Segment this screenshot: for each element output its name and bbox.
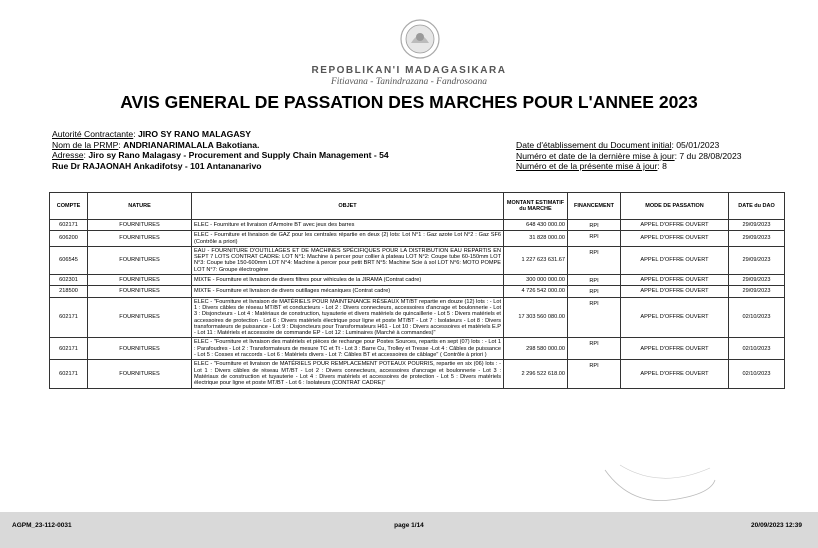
cell-mode: APPEL D'OFFRE OUVERT bbox=[621, 297, 729, 338]
cell-mode: APPEL D'OFFRE OUVERT bbox=[621, 338, 729, 360]
table-row bbox=[50, 275, 785, 286]
cell-objet: MIXTE - Fourniture et livraison de divers filtres pour véhicules de la JIRAMA (Contrat cadre) bbox=[192, 275, 504, 286]
cell-nature: FOURNITURES bbox=[88, 338, 192, 360]
cell-objet: ELEC - "Fourniture et livraison de MATÉRIELS POUR MAINTENANCE RÉSEAUX MT/BT repartie en douze (12) lots : - Lot 1 : Divers câbles de réseau MT/BT et conducteurs - Lot 2 : Divers connecteurs, accessoires d'ancrage et boulonnerie - Lot 3 : Disjoncteurs - Lot 4 : Matériaux de construction, tuyauterie et divers matériels de quincaillerie - Lot 5 : Divers matériels et accessoires de protection - Lot 6 : Divers matériels électrique pour ligne et poste MT/BT - Lot 7 : Isolateurs - Lot 8 : Divers transformateurs de puissance - Lot 9 : Disjoncteurs pour Transformateurs H61 - Lot 10 : Divers accessoires et matériels E.P - Lot 11 : Matériels et accessoire de commande EP - Lot 12 : Luminaires (Marché à commandes)" bbox=[192, 297, 504, 338]
national-motto: Fitiavana - Tanindrazana - Fandrosoana bbox=[330, 77, 488, 87]
cell-montant: 648 430 000.00 bbox=[504, 220, 568, 231]
cell-financement: RPI bbox=[568, 297, 621, 338]
footer-timestamp: 20/09/2023 12:39 bbox=[751, 522, 802, 529]
table-row bbox=[50, 338, 785, 360]
cell-financement: RPI bbox=[568, 246, 621, 274]
authority-label: Autorité Contractante bbox=[52, 129, 134, 139]
cell-financement: RPI bbox=[568, 360, 621, 388]
cell-mode: APPEL D'OFFRE OUVERT bbox=[621, 246, 729, 274]
table-header-row bbox=[50, 193, 785, 220]
cell-compte: 602171 bbox=[50, 338, 88, 360]
cell-date: 29/09/2023 bbox=[729, 220, 785, 231]
cell-nature: FOURNITURES bbox=[88, 275, 192, 286]
table-row bbox=[50, 220, 785, 231]
header-montant: MONTANT ESTIMATIF du MARCHE bbox=[504, 193, 568, 220]
initial-date-label: Date d'établissement du Document initial bbox=[516, 140, 672, 150]
cell-compte: 218500 bbox=[50, 286, 88, 297]
address-value: Jiro sy Rano Malagasy - Procurement and Supply Chain Management - 54 bbox=[88, 150, 389, 160]
cell-date: 29/09/2023 bbox=[729, 231, 785, 247]
current-update-value: 8 bbox=[662, 161, 667, 171]
republic-name: REPOBLIKAN'I MADAGASIKARA bbox=[311, 65, 507, 76]
cell-date: 02/10/2023 bbox=[729, 338, 785, 360]
cell-objet: EAU - FOURNITURE D'OUTILLAGES ET DE MACHINES SPÉCIFIQUES POUR LA DISTRIBUTION EAU REPARTIS EN SEPT 7 LOTS CONTRAT CADRE: LOT N°1: Machine à percer pour collier à plateau LOT N°2: Coupe tube 60-150mm LOT N°3: Coupe tube 150-600mm LOT N°4: Machine à percer pour petit BRT N°5: Machine Scie à sol LOT N°6: MOTO POMPE LOT N°7: Groupe électrogène bbox=[192, 246, 504, 274]
cell-montant: 31 828 000.00 bbox=[504, 231, 568, 247]
cell-financement: RPI bbox=[568, 220, 621, 231]
cell-financement: RPI bbox=[568, 231, 621, 247]
cell-objet: ELEC - "Fourniture et livraison de MATÉRIELS POUR REMPLACEMENT POTEAUX POURRIS, repartie en six (06) lots : - Lot 1 : Divers câbles de réseau MT/BT - Lot 2 : Divers connecteurs, accessoires d'ancrage et boulonnerie - Lot 3 : Matériaux de construction et tuyauterie - Lot 4 : Divers matériels et accessoires de protection - Lot 5 : Divers matériels électrique pour ligne et poste MT/BT - Lot 6 : Isolateurs (CONTRAT CADRE)" bbox=[192, 360, 504, 388]
footer-page-number: page 1/14 bbox=[394, 522, 424, 529]
national-emblem-icon bbox=[399, 18, 441, 60]
cell-financement: RPI bbox=[568, 275, 621, 286]
header-mode: MODE DE PASSATION bbox=[621, 193, 729, 220]
footer-reference: AGPM_23-112-0031 bbox=[12, 522, 72, 529]
cell-montant: 4 726 542 000.00 bbox=[504, 286, 568, 297]
table-row bbox=[50, 360, 785, 388]
header-objet: OBJET bbox=[192, 193, 504, 220]
initial-date-value: 05/01/2023 bbox=[676, 140, 720, 150]
cell-mode: APPEL D'OFFRE OUVERT bbox=[621, 220, 729, 231]
cell-nature: FOURNITURES bbox=[88, 246, 192, 274]
cell-date: 29/09/2023 bbox=[729, 286, 785, 297]
table-row bbox=[50, 297, 785, 338]
header-nature: NATURE bbox=[88, 193, 192, 220]
cell-date: 29/09/2023 bbox=[729, 275, 785, 286]
last-update-value: 7 du 28/08/2023 bbox=[679, 150, 742, 161]
cell-montant: 2 296 522 618.00 bbox=[504, 360, 568, 388]
cell-objet: MIXTE - Fourniture et livraison de divers outillages mécaniques (Contrat cadre) bbox=[192, 286, 504, 297]
cell-objet: ELEC - "Fourniture et livraison des matériels et pièces de rechange pour Postes Sources, repartis en sept (07) lots : - Lot 1 : Parafoudres - Lot 2 : Transformateurs de mesure TC et Tt - Lot 3 : Barre Cu, Trolley et Tresse -Lot 4 : Câbles de puissance - Lot 5 : Cosses et raccords - Lot 6 : Matériels divers - Lot 7: Câbles BT et accessoires de câblage" ( Contrôle à priori ) bbox=[192, 338, 504, 360]
cell-date: 02/10/2023 bbox=[729, 360, 785, 388]
prmp-value: ANDRIANARIMALALA Bakotiana. bbox=[123, 139, 260, 150]
cell-financement: RPI bbox=[568, 338, 621, 360]
signature-scribble bbox=[600, 460, 720, 510]
cell-montant: 300 000 000.00 bbox=[504, 275, 568, 286]
authority-block: Autorité Contractante: JIRO SY RANO MALAGASY Nom de la PRMP: ANDRIANARIMALALA Bakotiana. Adresse: Jiro sy Rano Malagasy - Procurement and Supply Chain Management - 54 Rue Dr RAJAONAH Ankadifotsy - 101 Antananarivo bbox=[52, 129, 389, 171]
cell-objet: ELEC - Fourniture et livraison d'Armoire BT avec jeux des barres bbox=[192, 220, 504, 231]
procurement-table bbox=[49, 192, 785, 389]
cell-compte: 606545 bbox=[50, 246, 88, 274]
cell-mode: APPEL D'OFFRE OUVERT bbox=[621, 286, 729, 297]
table-row bbox=[50, 231, 785, 247]
cell-montant: 17 303 560 080.00 bbox=[504, 297, 568, 338]
table-row bbox=[50, 246, 785, 274]
cell-compte: 602171 bbox=[50, 220, 88, 231]
address-value-line2: Rue Dr RAJAONAH Ankadifotsy - 101 Antananarivo bbox=[52, 160, 262, 171]
dates-block: Date d'établissement du Document initial: 05/01/2023 Numéro et date de la dernière mise à jour: 7 du 28/08/2023 Numéro et de la présente mise à jour: 8 bbox=[516, 140, 742, 171]
cell-compte: 602301 bbox=[50, 275, 88, 286]
header-financement: FINANCEMENT bbox=[568, 193, 621, 220]
cell-nature: FOURNITURES bbox=[88, 286, 192, 297]
cell-date: 29/09/2023 bbox=[729, 246, 785, 274]
cell-montant: 298 580 000.00 bbox=[504, 338, 568, 360]
cell-date: 02/10/2023 bbox=[729, 297, 785, 338]
cell-compte: 602171 bbox=[50, 360, 88, 388]
authority-value: JIRO SY RANO MALAGASY bbox=[138, 129, 252, 139]
cell-compte: 606200 bbox=[50, 231, 88, 247]
cell-objet: ELEC - Fourniture et livraison de GAZ pour les centrales répartie en deux (2) lots: Lot N°1 : Gaz azote Lot N°2 : Gaz SF6 (Contrôle a priori) bbox=[192, 231, 504, 247]
cell-montant: 1 227 623 631.67 bbox=[504, 246, 568, 274]
cell-financement: RPI bbox=[568, 286, 621, 297]
prmp-label: Nom de la PRMP bbox=[52, 139, 119, 150]
header-compte: COMPTE bbox=[50, 193, 88, 220]
cell-mode: APPEL D'OFFRE OUVERT bbox=[621, 275, 729, 286]
table-row bbox=[50, 286, 785, 297]
cell-mode: APPEL D'OFFRE OUVERT bbox=[621, 360, 729, 388]
header-date: DATE du DAO bbox=[729, 193, 785, 220]
cell-nature: FOURNITURES bbox=[88, 231, 192, 247]
cell-nature: FOURNITURES bbox=[88, 297, 192, 338]
page-title: AVIS GENERAL DE PASSATION DES MARCHES POUR L'ANNEE 2023 bbox=[120, 92, 698, 112]
cell-nature: FOURNITURES bbox=[88, 360, 192, 388]
current-update-label: Numéro et de la présente mise à jour bbox=[516, 161, 658, 171]
cell-mode: APPEL D'OFFRE OUVERT bbox=[621, 231, 729, 247]
address-label: Adresse bbox=[52, 150, 84, 160]
last-update-label: Numéro et date de la dernière mise à jour bbox=[516, 150, 675, 161]
cell-nature: FOURNITURES bbox=[88, 220, 192, 231]
cell-compte: 602171 bbox=[50, 297, 88, 338]
